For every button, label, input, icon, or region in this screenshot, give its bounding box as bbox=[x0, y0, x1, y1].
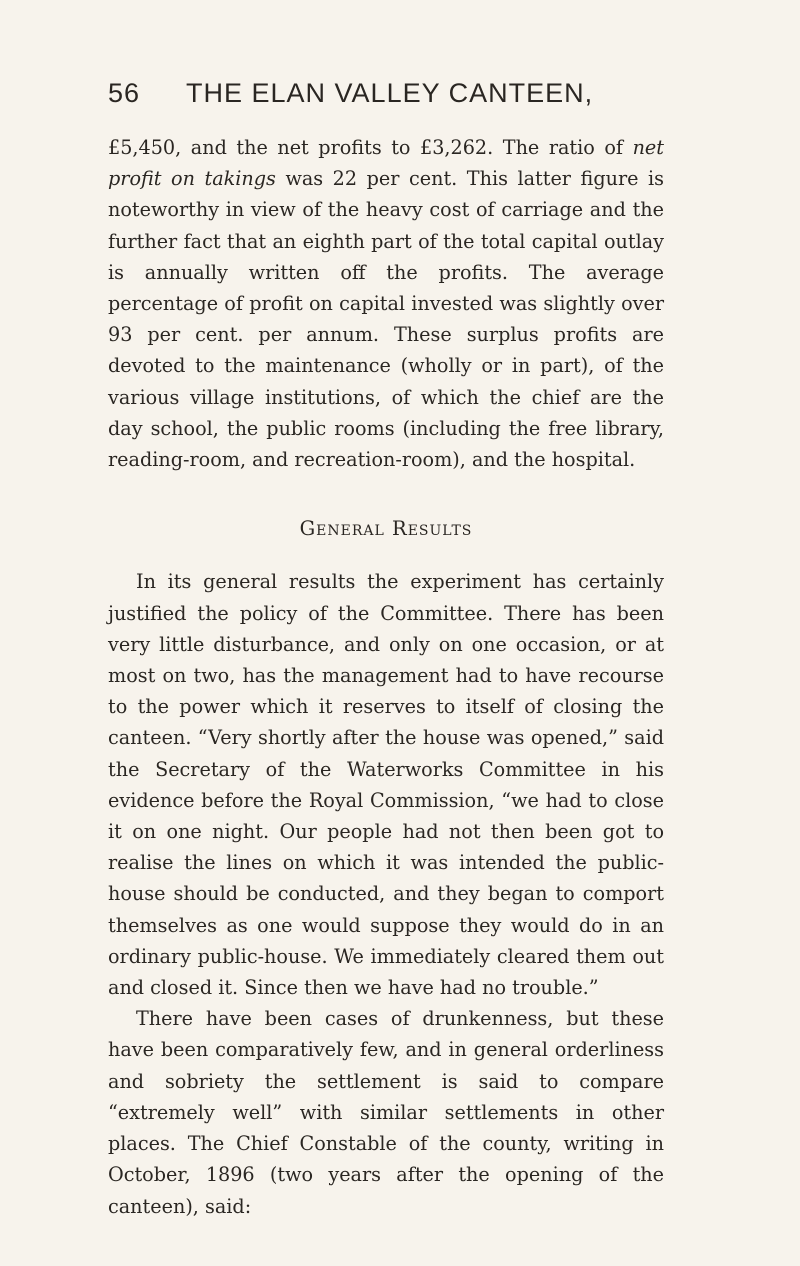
section-heading: General Results bbox=[299, 517, 473, 541]
running-head-title: THE ELAN VALLEY CANTEEN, bbox=[186, 78, 594, 108]
body-text bbox=[108, 132, 664, 1222]
running-head bbox=[108, 78, 668, 118]
paragraph-drunkenness: There have been cases of drunkenness, but these have been comparatively few, and in general orderliness and sobriety the settlement is said to compare “extremely well” with similar settlements in other places. The Chief Constable of the county, writing in October, 1896 (two years after the opening of the canteen), said: bbox=[108, 1007, 664, 1218]
page-number: 56 bbox=[108, 78, 141, 108]
paragraph-profits-text-1: £5,450, and the net profits to £3,262. The ratio of bbox=[108, 136, 633, 159]
paragraph-profits bbox=[108, 132, 664, 475]
paragraph-general-results: In its general results the experiment has certainly justified the policy of the Committee. There has been very little disturbance, and only on one occasion, or at most on two, has the management had to have recourse to the power which it reserves to itself of closing the canteen. “Very shortly after the house was opened,” said the Secretary of the Waterworks Committee in his evidence before the Royal Commission, “we had to close it on one night. Our people had not then been got to realise the lines on which it was intended the public-house should be conducted, and they began to comport themselves as one would suppose they would do in an ordinary public-house. We immediately cleared them out and closed it. Since then we have had no trouble.” bbox=[108, 570, 664, 1000]
paragraph-profits-text-2: was 22 per cent. This latter figure is noteworthy in view of the heavy cost of carriage and the further fact that an eighth part of the total capital outlay is annually written off the profits. The average percentage of profit on capital invested was slightly over 93 per cent. per annum. These surplus profits are devoted to the maintenance (wholly or in part), of the various village institutions, of which the chief are the day school, the public rooms (including the free library, reading-room, and recreation-room), and the hospital. bbox=[108, 167, 665, 472]
italic-phrase: net profit on takings bbox=[108, 136, 664, 191]
